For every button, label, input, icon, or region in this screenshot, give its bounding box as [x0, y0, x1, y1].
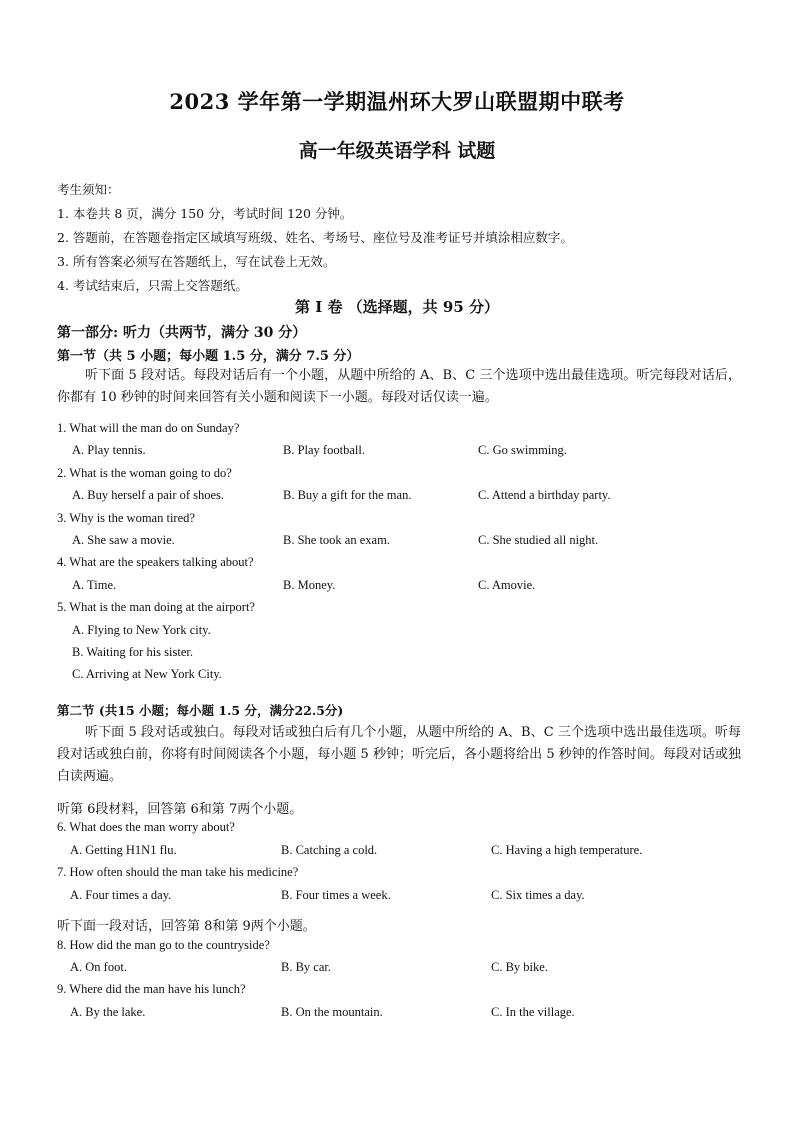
- option-a: A. She saw a movie.: [72, 533, 175, 547]
- part1-heading: 第一部分: 听力（共两节，满分 30 分）: [57, 325, 307, 341]
- option-b: B. Catching a cold.: [281, 843, 378, 857]
- question-9: 9. Where did the man have his lunch?: [57, 982, 246, 996]
- option-c: C. In the village.: [491, 1005, 575, 1019]
- option-b: B. On the mountain.: [281, 1005, 383, 1019]
- group-instruction: 听第 6段材料，回答第 6和第 7两个小题。: [57, 802, 303, 817]
- question-6: 6. What does the man worry about?: [57, 820, 235, 834]
- option-c: C. Attend a birthday party.: [478, 488, 611, 502]
- option-b: B. Four times a week.: [281, 888, 391, 902]
- question-4: 4. What are the speakers talking about?: [57, 555, 254, 569]
- notice-item: 2. 答题前，在答题卷指定区域填写班级、姓名、考场号、座位号及准考证号并填涂相应数字。: [57, 230, 573, 245]
- question-8: 8. How did the man go to the countryside?: [57, 938, 270, 952]
- option-a: A. Getting H1N1 flu.: [70, 843, 177, 857]
- option-c: C. She studied all night.: [478, 533, 599, 547]
- exam-title: 2023 学年第一学期温州环大罗山联盟期中联考: [169, 89, 625, 114]
- option-c: C. Amovie.: [478, 578, 536, 592]
- section2-instructions: 听下面 5 段对话或独白。每段对话或独白后有几个小题，从题中所给的 A、B、C 三个选项中选出最佳选项。听每段对话或独白前，你将有时间阅读各个小题，每小题 5 秒钟；听完后，各小题将给出 5 秒钟的作答时间。每段对话或独白读两遍。: [57, 725, 741, 784]
- option-c: C. Six times a day.: [491, 888, 585, 902]
- section2-heading: 第二节 (共15 小题；每小题 1.5 分，满分22.5分): [57, 703, 344, 718]
- option-a: A. Buy herself a pair of shoes.: [72, 488, 225, 502]
- option-c: C. By bike.: [491, 960, 548, 974]
- option-a: A. Flying to New York city.: [72, 623, 211, 637]
- option-c: C. Having a high temperature.: [491, 843, 643, 857]
- option-b: B. Buy a gift for the man.: [283, 488, 412, 502]
- section1-heading: 第一节（共 5 小题；每小题 1.5 分，满分 7.5 分）: [57, 349, 360, 364]
- candidate-notice: [57, 178, 573, 298]
- exam-subtitle: 高一年级英语学科 试题: [298, 140, 496, 162]
- option-b: B. Waiting for his sister.: [72, 645, 193, 659]
- volume-heading: 第 I 卷 （选择题，共 95 分）: [294, 298, 499, 316]
- option-a: A. By the lake.: [70, 1005, 146, 1019]
- option-a: A. Play tennis.: [72, 443, 146, 457]
- option-b: B. Money.: [283, 578, 336, 592]
- notice-item: 1. 本卷共 8 页，满分 150 分，考试时间 120 分钟。: [57, 206, 353, 221]
- question-3: 3. Why is the woman tired?: [57, 511, 195, 525]
- option-a: A. Time.: [72, 578, 117, 592]
- option-b: B. She took an exam.: [283, 533, 390, 547]
- notice-item: 4. 考试结束后，只需上交答题纸。: [57, 278, 248, 293]
- option-c: C. Go swimming.: [478, 443, 567, 457]
- question-7: 7. How often should the man take his medicine?: [57, 865, 299, 879]
- notice-heading: 考生须知：: [57, 182, 120, 197]
- section1-instructions: 听下面 5 段对话。每段对话后有一个小题，从题中所给的 A、B、C 三个选项中选出最佳选项。听完每段对话后，你都有 10 秒钟的时间来回答有关小题和阅读下一小题。每段对话仅读一遍。: [57, 368, 741, 405]
- group-instruction: 听下面一段对话，回答第 8和第 9两个小题。: [57, 919, 316, 934]
- question-1: 1. What will the man do on Sunday?: [57, 421, 240, 435]
- option-b: B. By car.: [281, 960, 331, 974]
- option-a: A. On foot.: [70, 960, 127, 974]
- question-2: 2. What is the woman going to do?: [57, 466, 232, 480]
- notice-item: 3. 所有答案必须写在答题纸上，写在试卷上无效。: [57, 254, 336, 269]
- option-b: B. Play football.: [283, 443, 365, 457]
- option-a: A. Four times a day.: [70, 888, 172, 902]
- question-5: 5. What is the man doing at the airport?: [57, 600, 255, 614]
- option-c: C. Arriving at New York City.: [72, 667, 222, 681]
